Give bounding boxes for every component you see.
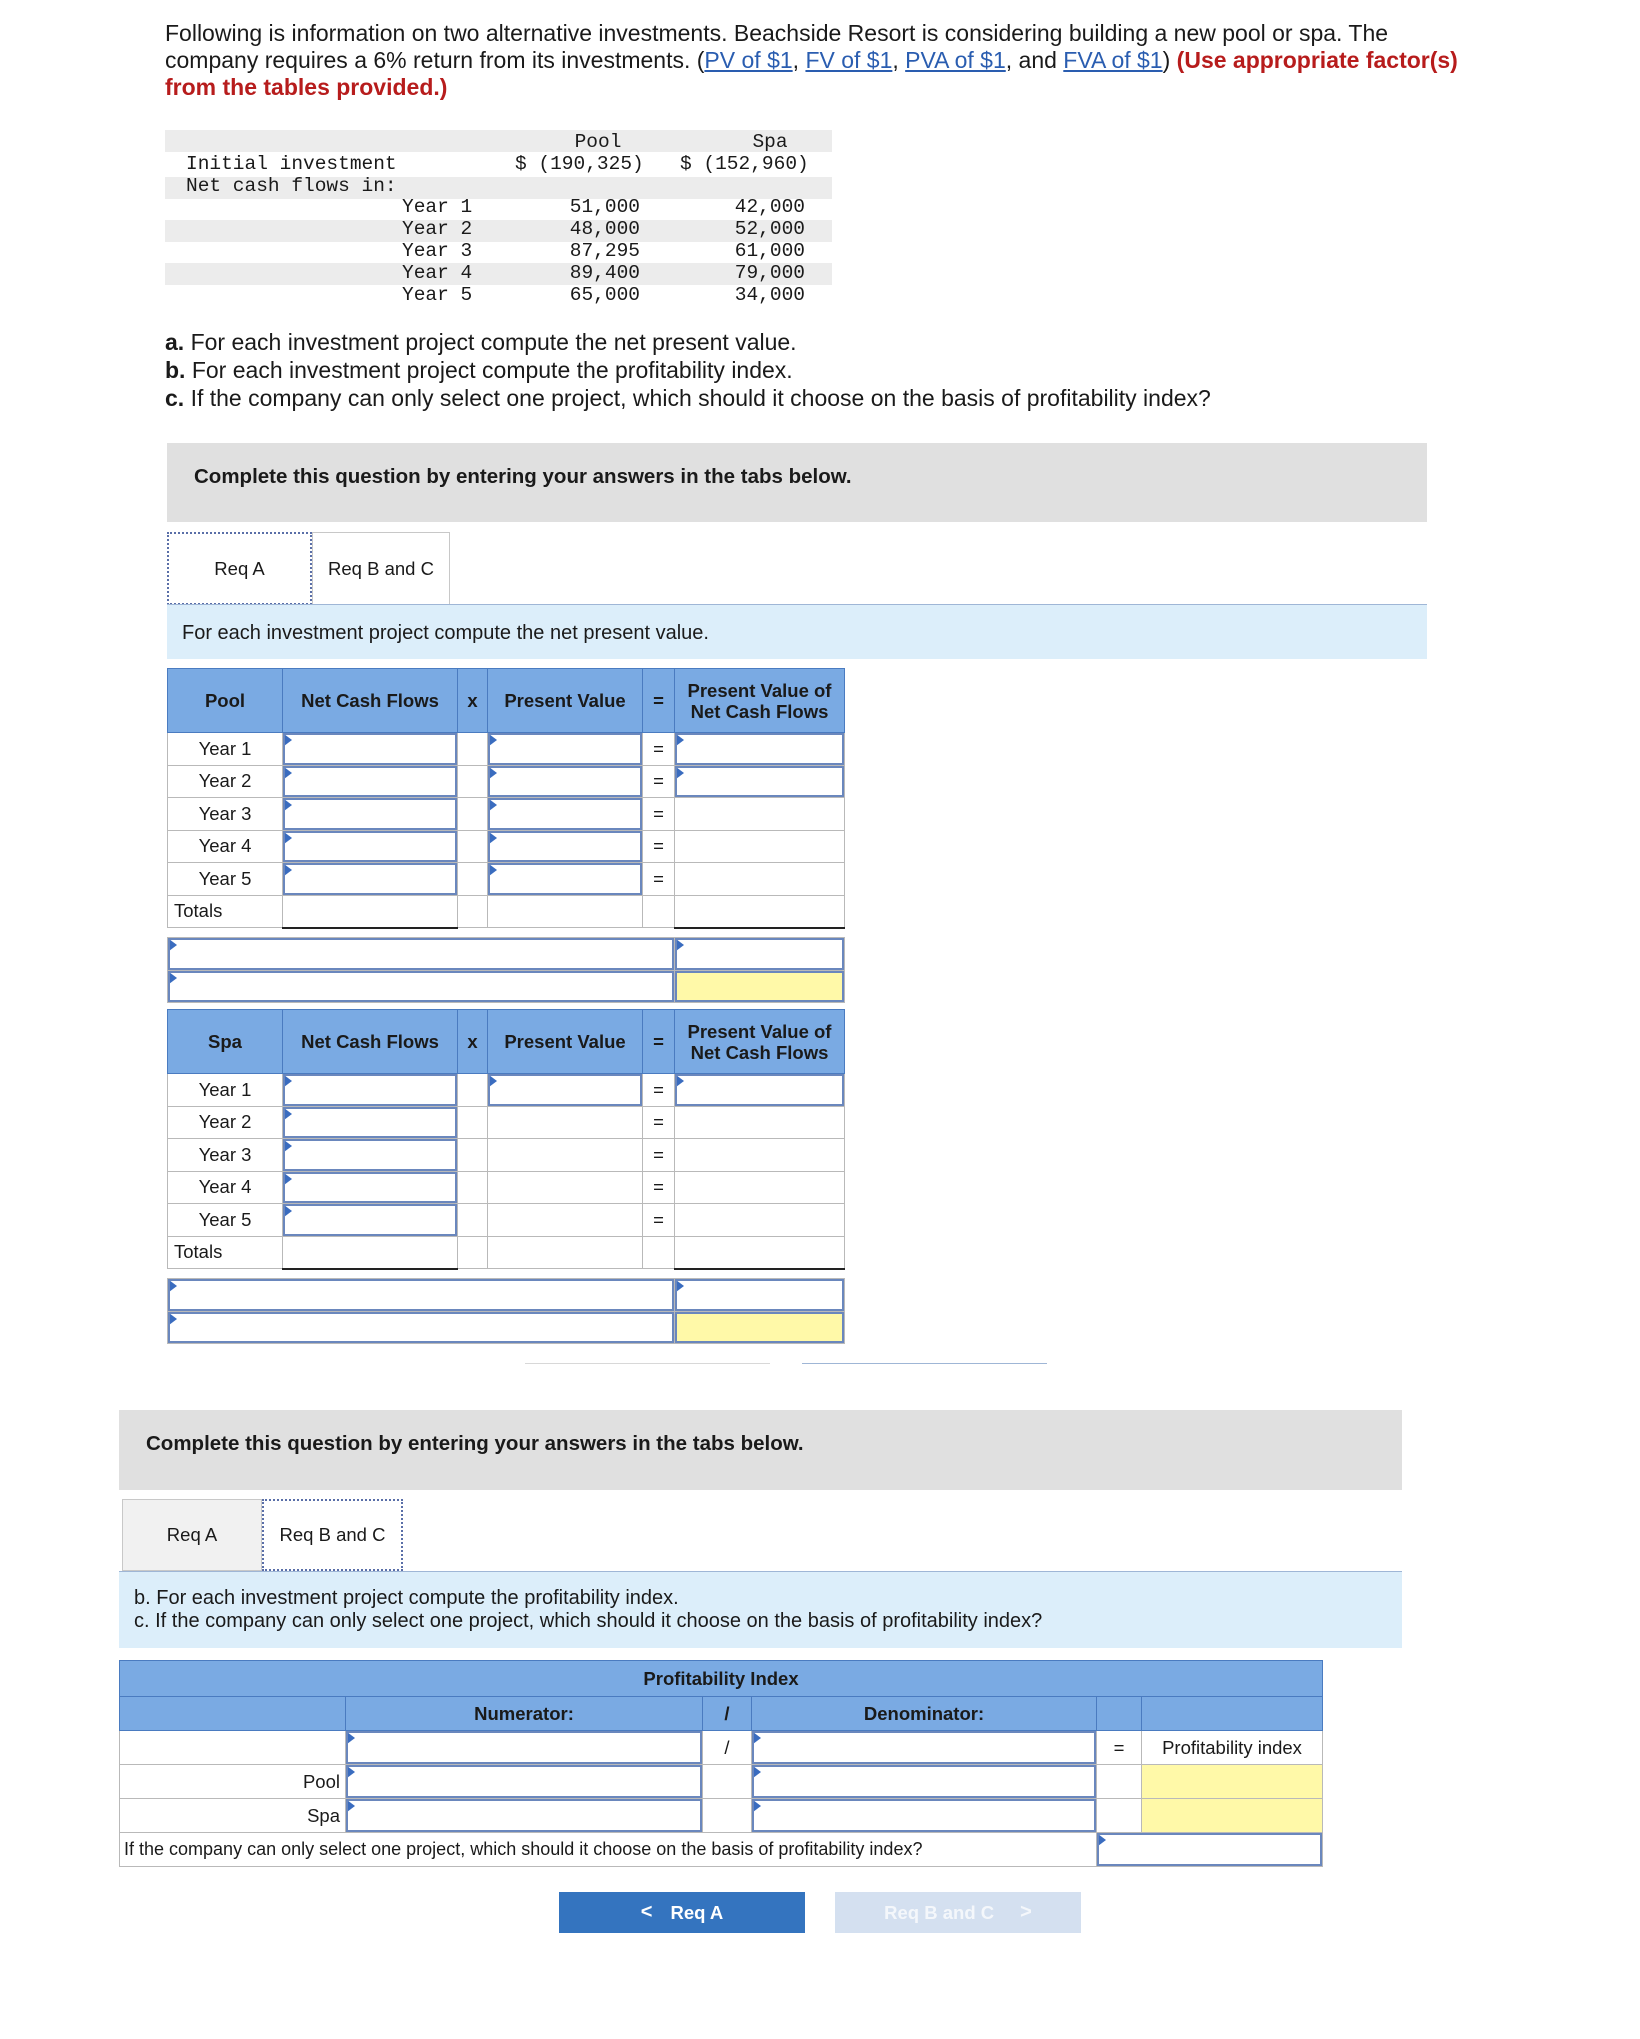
pool-npv-table bbox=[167, 668, 845, 929]
spa-cash-flow: 52,000 bbox=[734, 218, 805, 240]
spa-summary-label-input-1[interactable] bbox=[168, 1279, 675, 1312]
spa-npv-table bbox=[167, 1009, 845, 1270]
equals: = bbox=[643, 1171, 675, 1204]
profitability-index-table bbox=[119, 1660, 1323, 1867]
equals: = bbox=[643, 863, 675, 896]
link-pv[interactable]: PV of $1 bbox=[704, 47, 793, 73]
pv-ncf-input[interactable] bbox=[675, 765, 845, 798]
col-header-eq: = bbox=[643, 1010, 675, 1074]
year-label: Year 1 bbox=[168, 733, 283, 766]
numerator-label-input[interactable] bbox=[346, 1731, 703, 1765]
table-row bbox=[168, 1074, 845, 1107]
table-row bbox=[168, 1204, 845, 1237]
ncf-input[interactable] bbox=[283, 765, 458, 798]
link-fv[interactable]: FV of $1 bbox=[805, 47, 893, 73]
pi-row-pool-label: Pool bbox=[120, 1765, 346, 1799]
spa-cash-flow: 79,000 bbox=[734, 262, 805, 284]
equals: = bbox=[643, 1074, 675, 1107]
pool-cash-flow: 87,295 bbox=[569, 240, 640, 262]
pool-cash-flow: 51,000 bbox=[569, 196, 640, 218]
tab-req-a[interactable]: Req A bbox=[122, 1499, 262, 1571]
totals-label: Totals bbox=[168, 895, 283, 928]
ncf-label: Net cash flows in: bbox=[186, 175, 397, 197]
pool-npv-summary bbox=[167, 937, 845, 1003]
col-header-pv-ncf: Present Value of Net Cash Flows bbox=[675, 1010, 845, 1074]
equals: = bbox=[643, 733, 675, 766]
equals: = bbox=[1097, 1731, 1142, 1765]
pv-factor-input[interactable] bbox=[488, 798, 643, 831]
equals: = bbox=[643, 830, 675, 863]
slash-header: / bbox=[703, 1697, 752, 1731]
ncf-input[interactable] bbox=[283, 830, 458, 863]
section1-instruction: For each investment project compute the net present value. bbox=[167, 605, 1427, 659]
table-row bbox=[168, 1139, 845, 1172]
pi-result-header: Profitability index bbox=[1142, 1731, 1323, 1765]
nav-divider bbox=[802, 1363, 1047, 1364]
pool-numerator-input[interactable] bbox=[346, 1765, 703, 1799]
initial-label: Initial investment bbox=[186, 153, 397, 175]
spa-denominator-input[interactable] bbox=[752, 1799, 1097, 1833]
equals: = bbox=[643, 1204, 675, 1237]
questions: a. For each investment project compute the net present value. b. For each investment project compute the profitability index. c. If the company can only select one project, which should it choose on the basis of profitability index? bbox=[165, 329, 1211, 411]
col-header-ncf: Net Cash Flows bbox=[283, 669, 458, 733]
pool-summary-label-input-1[interactable] bbox=[168, 938, 675, 971]
year-label: Year 1 bbox=[168, 1074, 283, 1107]
ncf-input[interactable] bbox=[283, 863, 458, 896]
year-label: Year 5 bbox=[168, 1204, 283, 1237]
col-header-x: x bbox=[458, 669, 488, 733]
section2-instruction: b. For each investment project compute the profitability index. c. If the company can only select one project, which should it choose on the basis of profitability index? bbox=[119, 1572, 1402, 1648]
table-row bbox=[168, 733, 845, 766]
spa-pi-input[interactable] bbox=[1142, 1799, 1323, 1833]
table-row bbox=[168, 830, 845, 863]
ncf-input[interactable] bbox=[283, 733, 458, 766]
col-header-ncf: Net Cash Flows bbox=[283, 1010, 458, 1074]
year-label: Year 5 bbox=[168, 863, 283, 896]
col-header-eq: = bbox=[643, 669, 675, 733]
next-req-bc-button[interactable]: Req B and C > bbox=[835, 1892, 1081, 1933]
equals: = bbox=[643, 765, 675, 798]
col-header-pv-ncf: Present Value of Net Cash Flows bbox=[675, 669, 845, 733]
pool-cash-flow: 48,000 bbox=[569, 218, 640, 240]
ncf-total bbox=[283, 1236, 458, 1269]
table-row bbox=[168, 863, 845, 896]
link-fva[interactable]: FVA of $1 bbox=[1063, 47, 1163, 73]
pool-pi-input[interactable] bbox=[1142, 1765, 1323, 1799]
ncf-input[interactable] bbox=[283, 1074, 458, 1107]
equals: = bbox=[643, 798, 675, 831]
col-header-pv: Present Value bbox=[488, 669, 643, 733]
chevron-left-icon: < bbox=[640, 1901, 653, 1923]
tab-req-bc[interactable]: Req B and C bbox=[312, 532, 450, 605]
spa-numerator-input[interactable] bbox=[346, 1799, 703, 1833]
prev-req-a-button[interactable]: < Req A bbox=[559, 1892, 805, 1933]
year-label: Year 5 bbox=[402, 284, 473, 306]
ncf-input[interactable] bbox=[283, 1204, 458, 1237]
pool-npv-input[interactable] bbox=[675, 970, 845, 1003]
year-label: Year 3 bbox=[402, 240, 473, 262]
pv-ncf-input[interactable] bbox=[675, 1074, 845, 1107]
select-question: If the company can only select one project, which should it choose on the basis of profitability index? bbox=[120, 1833, 1097, 1867]
pv-factor-input[interactable] bbox=[488, 830, 643, 863]
pi-row-spa-label: Spa bbox=[120, 1799, 346, 1833]
year-label: Year 4 bbox=[168, 1171, 283, 1204]
col-pool: Pool bbox=[574, 131, 622, 153]
table-row bbox=[168, 1106, 845, 1139]
year-label: Year 2 bbox=[168, 765, 283, 798]
spa-npv-input[interactable] bbox=[675, 1311, 845, 1344]
section2-banner: Complete this question by entering your answers in the tabs below. bbox=[119, 1410, 1402, 1490]
denominator-label-input[interactable] bbox=[752, 1731, 1097, 1765]
pv-factor-input[interactable] bbox=[488, 863, 643, 896]
pv-ncf-input[interactable] bbox=[675, 733, 845, 766]
ncf-total bbox=[283, 895, 458, 928]
pi-title: Profitability Index bbox=[120, 1661, 1323, 1697]
year-label: Year 4 bbox=[168, 830, 283, 863]
tab-req-a[interactable]: Req A bbox=[167, 532, 312, 605]
col-header-x: x bbox=[458, 1010, 488, 1074]
pv-total bbox=[675, 895, 845, 928]
problem-intro: Following is information on two alternative investments. Beachside Resort is considering building a new pool or spa. The company requires a 6% return from its investments. (PV of $1, FV of $1, PVA of $1, and FVA of $1) (Use appropriate factor(s) from the tables provided.) bbox=[165, 20, 1458, 100]
pool-cash-flow: 89,400 bbox=[569, 262, 640, 284]
year-label: Year 3 bbox=[168, 1139, 283, 1172]
table-row bbox=[168, 765, 845, 798]
spa-summary-value-input-1[interactable] bbox=[675, 1279, 845, 1312]
pool-cash-flow: 65,000 bbox=[569, 284, 640, 306]
year-label: Year 4 bbox=[402, 262, 473, 284]
initial-spa: $ (152,960) bbox=[680, 153, 809, 175]
pool-denominator-input[interactable] bbox=[752, 1765, 1097, 1799]
numerator-header: Numerator: bbox=[346, 1697, 703, 1731]
nav-divider bbox=[525, 1363, 770, 1364]
chevron-right-icon: > bbox=[1020, 1901, 1032, 1923]
totals-label: Totals bbox=[168, 1236, 283, 1269]
ncf-input[interactable] bbox=[283, 1139, 458, 1172]
spa-cash-flow: 34,000 bbox=[734, 284, 805, 306]
spa-cash-flow: 42,000 bbox=[734, 196, 805, 218]
pv-factor-input[interactable] bbox=[488, 765, 643, 798]
spa-summary-label-input-2[interactable] bbox=[168, 1311, 675, 1344]
col-header-project: Pool bbox=[168, 669, 283, 733]
equals: = bbox=[643, 1139, 675, 1172]
table-row bbox=[168, 1171, 845, 1204]
select-project-input[interactable] bbox=[1097, 1833, 1323, 1867]
denominator-header: Denominator: bbox=[752, 1697, 1097, 1731]
instruction-red: (Use appropriate factor(s) from the tables provided.) bbox=[165, 47, 1458, 100]
year-label: Year 3 bbox=[168, 798, 283, 831]
ncf-input[interactable] bbox=[283, 1106, 458, 1139]
year-label: Year 1 bbox=[402, 196, 473, 218]
ncf-input[interactable] bbox=[283, 1171, 458, 1204]
ncf-input[interactable] bbox=[283, 798, 458, 831]
year-label: Year 2 bbox=[402, 218, 473, 240]
link-pva[interactable]: PVA of $1 bbox=[905, 47, 1006, 73]
pv-total bbox=[675, 1236, 845, 1269]
year-label: Year 2 bbox=[168, 1106, 283, 1139]
pool-summary-value-input-1[interactable] bbox=[675, 938, 845, 971]
pv-factor-input[interactable] bbox=[488, 733, 643, 766]
tab-req-bc[interactable]: Req B and C bbox=[262, 1499, 403, 1571]
equals: = bbox=[643, 1106, 675, 1139]
col-header-project: Spa bbox=[168, 1010, 283, 1074]
col-spa: Spa bbox=[752, 131, 788, 153]
table-row bbox=[168, 798, 845, 831]
pv-factor-input[interactable] bbox=[488, 1074, 643, 1107]
pool-summary-label-input-2[interactable] bbox=[168, 970, 675, 1003]
section1-banner: Complete this question by entering your answers in the tabs below. bbox=[167, 443, 1427, 522]
spa-cash-flow: 61,000 bbox=[734, 240, 805, 262]
slash: / bbox=[703, 1731, 752, 1765]
initial-pool: $ (190,325) bbox=[515, 153, 644, 175]
col-header-pv: Present Value bbox=[488, 1010, 643, 1074]
spa-npv-summary bbox=[167, 1278, 845, 1344]
